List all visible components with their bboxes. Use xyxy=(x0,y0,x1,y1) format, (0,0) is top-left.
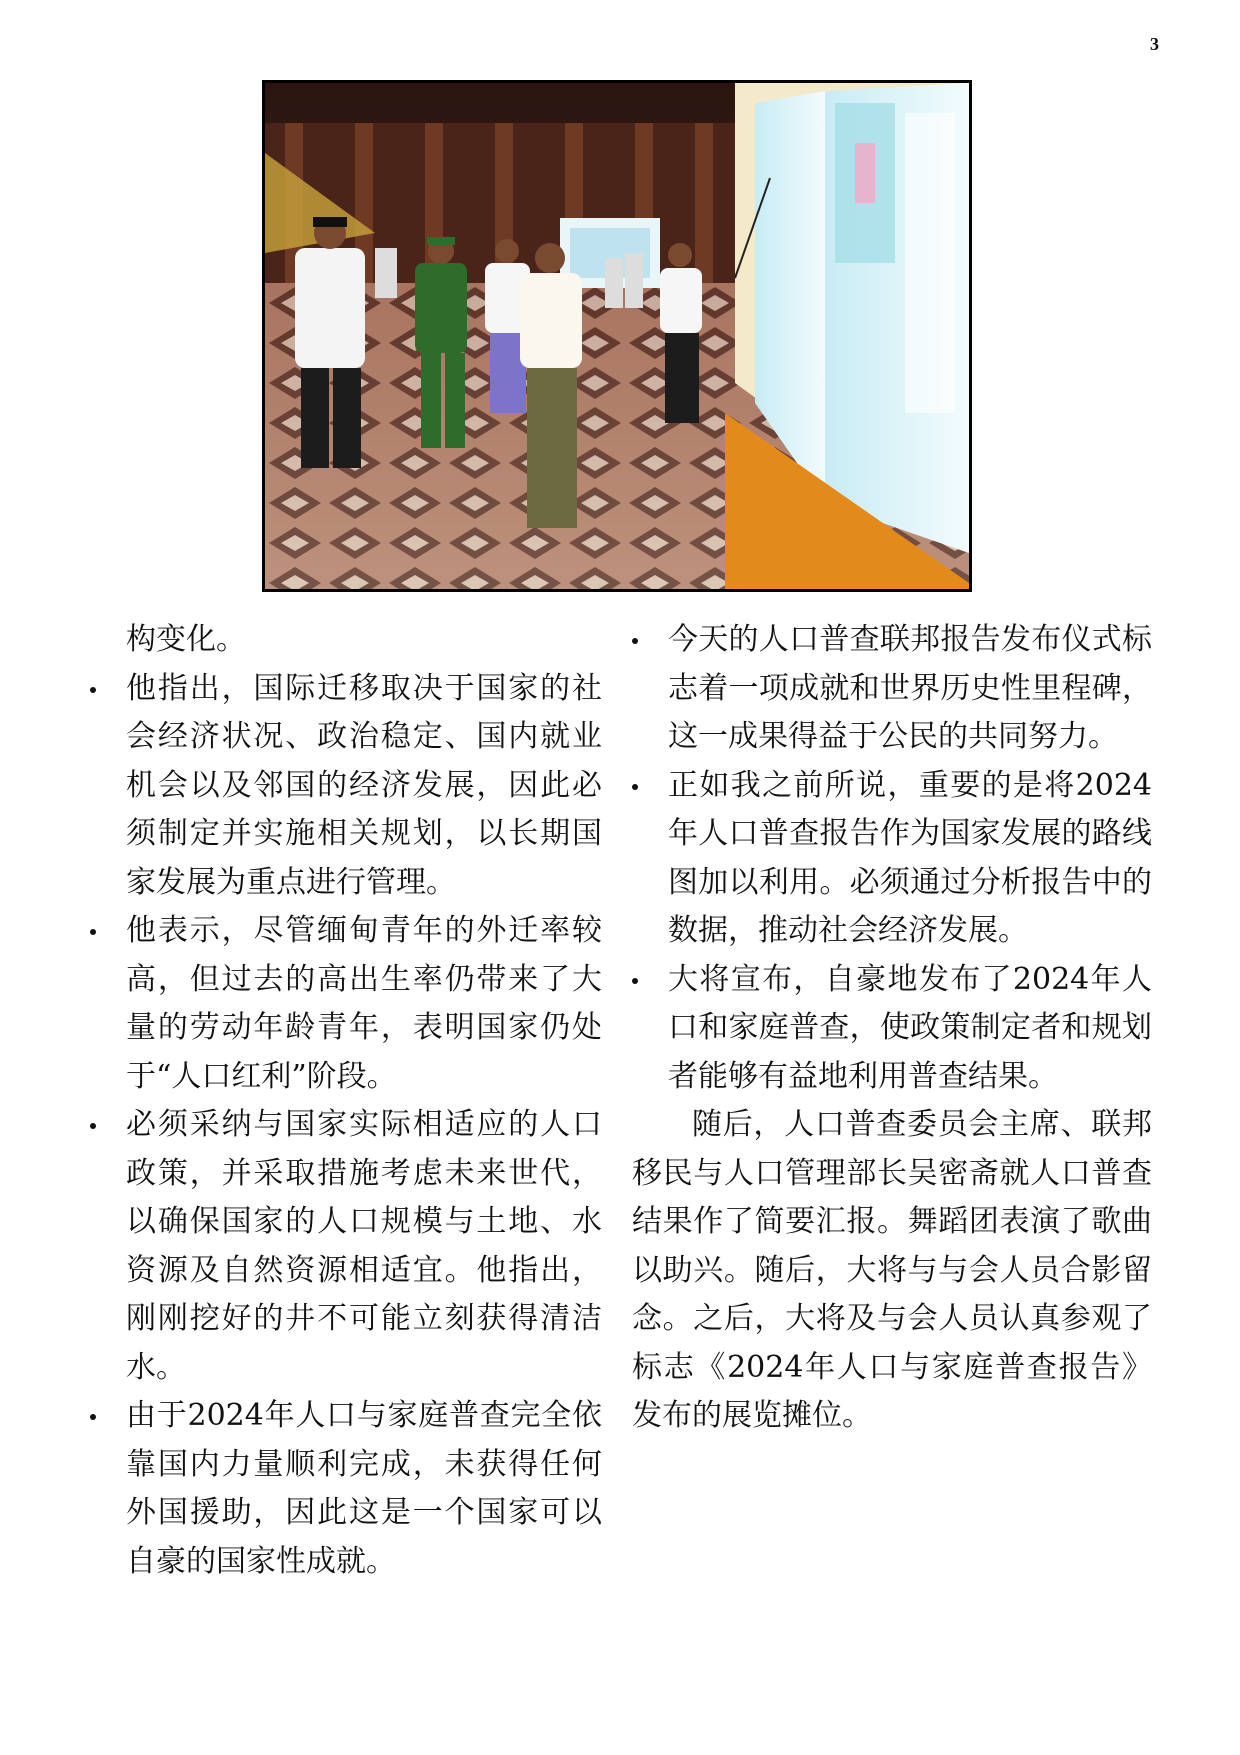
bullet-item: 今天的人口普查联邦报告发布仪式标志着一项成就和世界历史性里程碑，这一成果得益于公民的共同努力。 xyxy=(632,616,1152,762)
page-number: 3 xyxy=(1150,34,1159,54)
left-text-column xyxy=(90,616,602,1586)
right-text-column xyxy=(632,616,1152,1441)
event-photo xyxy=(262,80,972,592)
bullet-item: 他表示，尽管缅甸青年的外迁率较高，但过去的高出生率仍带来了大量的劳动年龄青年，表明国家仍处于“人口红利”阶段。 xyxy=(90,907,602,1101)
photo-illustration xyxy=(265,83,969,589)
bullet-item: 由于2024年人口与家庭普查完全依靠国内力量顺利完成，未获得任何外国援助，因此这是一个国家可以自豪的国家性成就。 xyxy=(90,1392,602,1586)
continuation-paragraph: 构变化。 xyxy=(126,622,246,657)
bullet-item: 正如我之前所说，重要的是将2024年人口普查报告作为国家发展的路线图加以利用。必须通过分析报告中的数据，推动社会经济发展。 xyxy=(632,762,1152,956)
body-paragraph: 随后，人口普查委员会主席、联邦移民与人口管理部长吴密斋就人口普查结果作了简要汇报。舞蹈团表演了歌曲以助兴。随后，大将与与会人员合影留念。之后，大将及与会人员认真参观了标志《2024年人口与家庭普查报告》发布的展览摊位。 xyxy=(632,1107,1152,1433)
bullet-item: 必须采纳与国家实际相适应的人口政策，并采取措施考虑未来世代，以确保国家的人口规模与土地、水资源及自然资源相适宜。他指出，刚刚挖好的井不可能立刻获得清洁水。 xyxy=(90,1101,602,1392)
bullet-item: 他指出，国际迁移取决于国家的社会经济状况、政治稳定、国内就业机会以及邻国的经济发展，因此必须制定并实施相关规划，以长期国家发展为重点进行管理。 xyxy=(90,665,602,908)
bullet-item: 大将宣布，自豪地发布了2024年人口和家庭普查，使政策制定者和规划者能够有益地利用普查结果。 xyxy=(632,956,1152,1102)
